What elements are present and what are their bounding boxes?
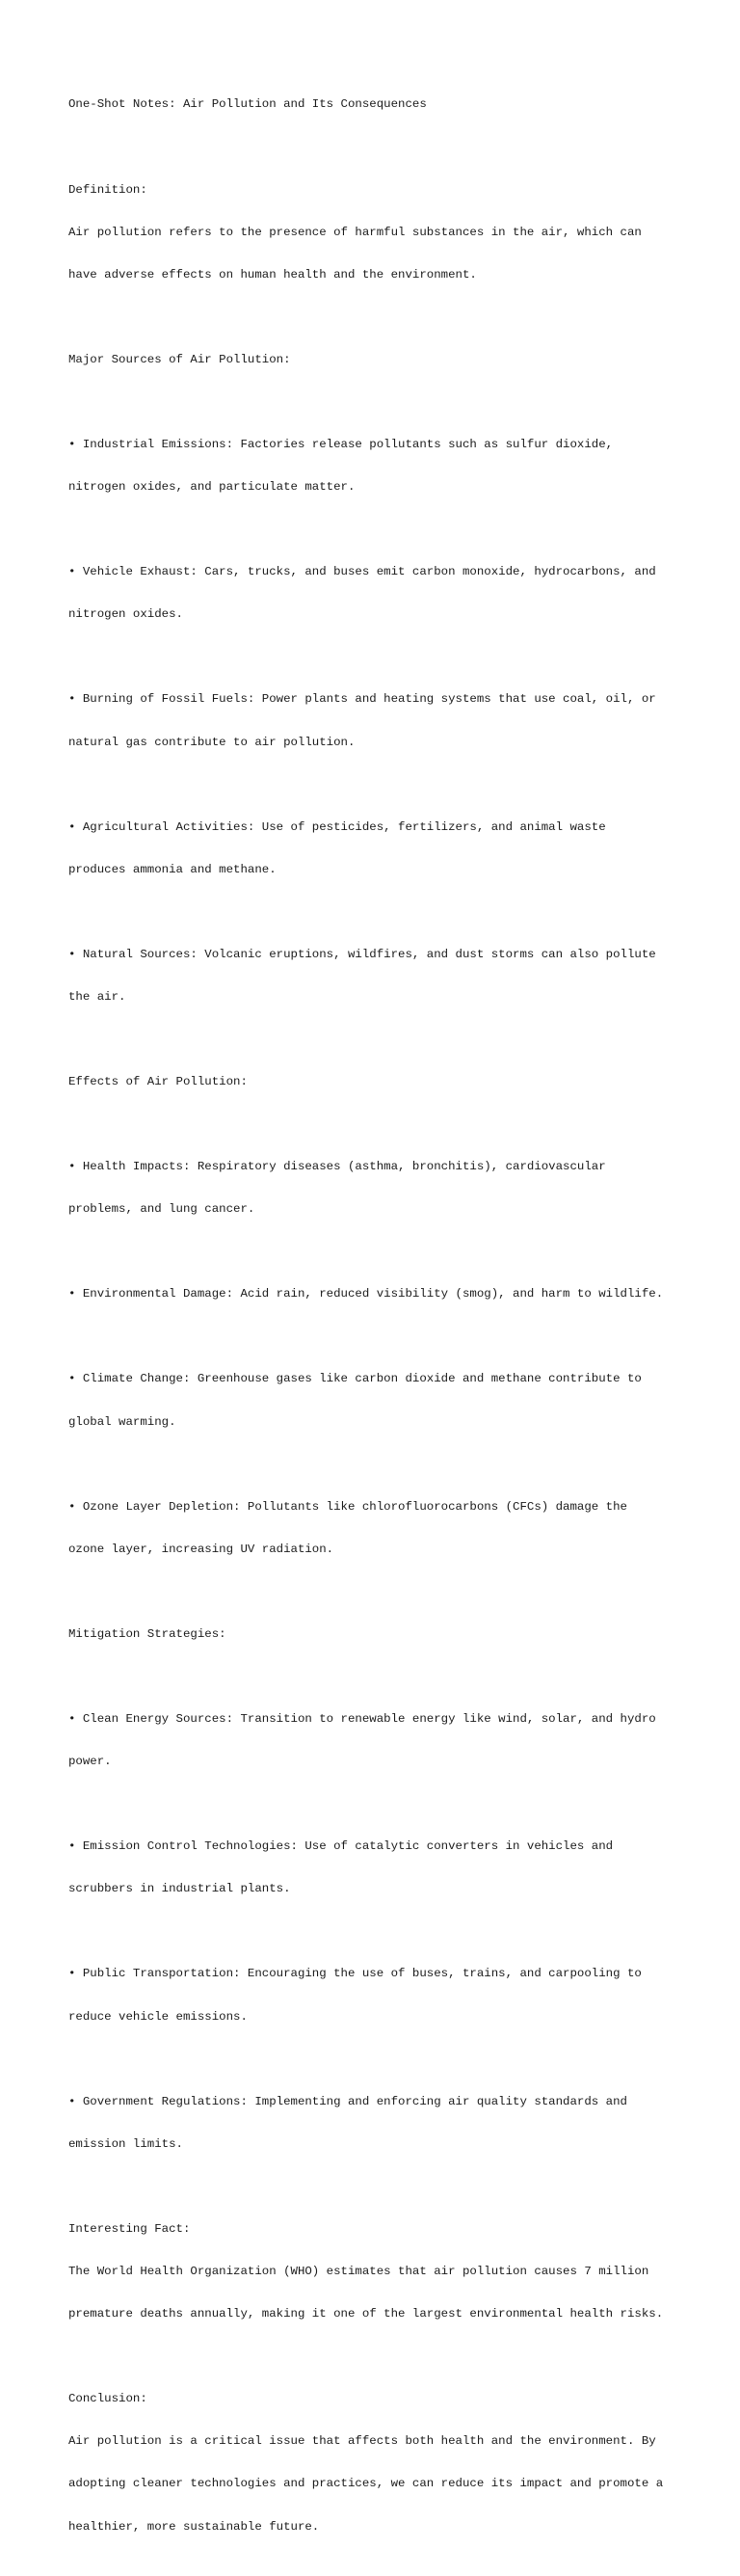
source-item-natural: • Natural Sources: Volcanic eruptions, wildfires, and dust storms can also pollute the air. <box>68 947 656 1004</box>
mitigation-item-regulations: • Government Regulations: Implementing and enforcing air quality standards and emission limits. <box>68 2094 627 2151</box>
conclusion-text-line: adopting cleaner technologies and practices, we can reduce its impact and promote a <box>68 2477 664 2491</box>
definition-text-line: have adverse effects on human health and the environment. <box>68 267 477 282</box>
definition-heading: Definition: <box>68 182 147 197</box>
source-item-vehicle: • Vehicle Exhaust: Cars, trucks, and buses emit carbon monoxide, hydrocarbons, and nitrogen oxides. <box>68 565 656 622</box>
mitigation-item-clean-energy: • Clean Energy Sources: Transition to renewable energy like wind, solar, and hydro power. <box>68 1712 656 1769</box>
conclusion-block <box>68 2364 685 2563</box>
fact-text-line: The World Health Organization (WHO) estimates that air pollution causes 7 million <box>68 2265 649 2279</box>
source-item-fossil-fuels: • Burning of Fossil Fuels: Power plants and heating systems that use coal, oil, or natural gas contribute to air pollution. <box>68 692 656 749</box>
fact-block <box>68 2194 685 2350</box>
effect-item-health: • Health Impacts: Respiratory diseases (asthma, bronchitis), cardiovascular problems, and lung cancer. <box>68 1160 606 1217</box>
source-item-industrial: • Industrial Emissions: Factories release pollutants such as sulfur dioxide, nitrogen oxides, and particulate matter. <box>68 437 614 495</box>
source-item-agricultural: • Agricultural Activities: Use of pesticides, fertilizers, and animal waste produces ammonia and methane. <box>68 819 606 876</box>
effect-item-climate: • Climate Change: Greenhouse gases like carbon dioxide and methane contribute to global warming. <box>68 1372 642 1429</box>
fact-heading: Interesting Fact: <box>68 2221 191 2236</box>
mitigation-item-public-transport: • Public Transportation: Encouraging the use of buses, trains, and carpooling to reduce vehicle emissions. <box>68 1967 642 2024</box>
sources-heading: Major Sources of Air Pollution: <box>68 352 291 366</box>
effect-item-ozone: • Ozone Layer Depletion: Pollutants like chlorofluorocarbons (CFCs) damage the ozone layer, increasing UV radiation. <box>68 1499 627 1556</box>
document-title: One-Shot Notes: Air Pollution and Its Consequences <box>68 97 427 112</box>
conclusion-heading: Conclusion: <box>68 2392 147 2406</box>
mitigation-heading: Mitigation Strategies: <box>68 1626 226 1641</box>
document-page <box>68 69 685 2576</box>
mitigation-item-emission-control: • Emission Control Technologies: Use of catalytic converters in vehicles and scrubbers in industrial plants. <box>68 1839 614 1896</box>
effects-heading: Effects of Air Pollution: <box>68 1075 248 1089</box>
effect-item-environmental: • Environmental Damage: Acid rain, reduced visibility (smog), and harm to wildlife. <box>68 1287 664 1301</box>
definition-text-line: Air pollution refers to the presence of harmful substances in the air, which can <box>68 225 642 239</box>
conclusion-text-line: healthier, more sustainable future. <box>68 2519 320 2534</box>
fact-text-line: premature deaths annually, making it one of the largest environmental health risks. <box>68 2307 664 2321</box>
conclusion-text-line: Air pollution is a critical issue that affects both health and the environment. By <box>68 2434 656 2449</box>
definition-block <box>68 154 685 310</box>
